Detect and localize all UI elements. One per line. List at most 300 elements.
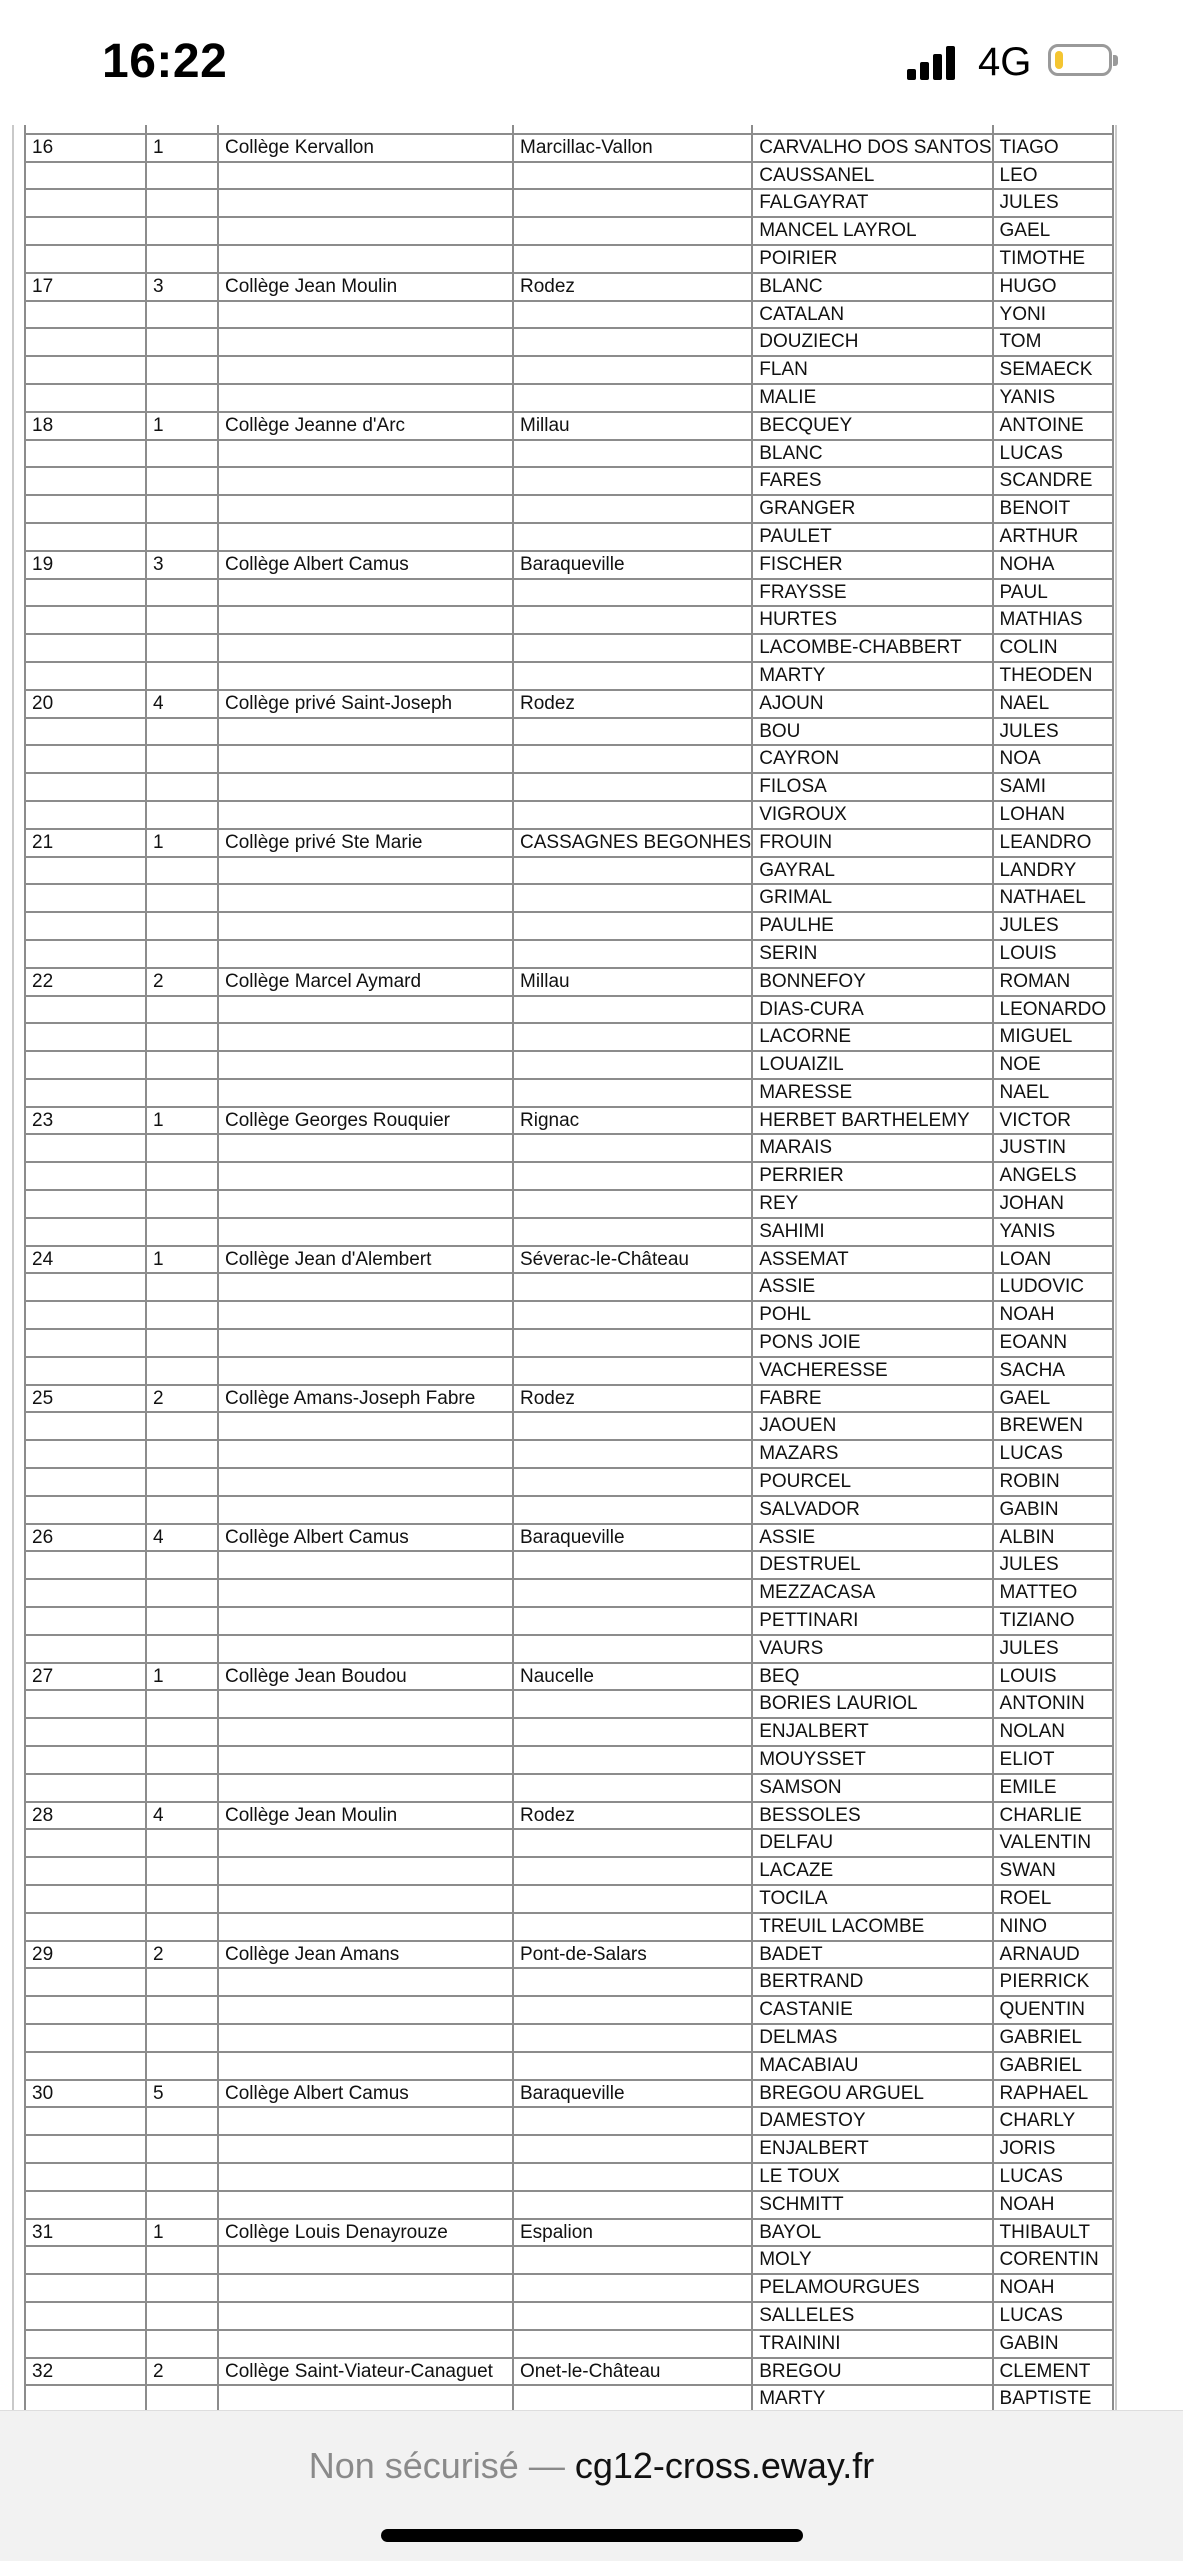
lastname-cell: POURCEL [752, 1468, 992, 1496]
firstname-cell: LOAN [993, 1246, 1113, 1274]
rank-cell [146, 2107, 218, 2135]
table-row [25, 718, 1113, 746]
table-row [25, 1162, 1113, 1190]
lastname-cell: REY [752, 1190, 992, 1218]
team-number-cell: 32 [25, 2358, 146, 2386]
firstname-cell: CHARLIE [993, 1802, 1113, 1830]
rank-cell: 1 [146, 1663, 218, 1691]
table-row [25, 2385, 1113, 2413]
rank-cell [146, 773, 218, 801]
table-row [25, 2302, 1113, 2330]
college-cell [218, 1218, 513, 1246]
table-row [25, 1551, 1113, 1579]
college-cell [218, 2135, 513, 2163]
team-number-cell [25, 940, 146, 968]
team-number-cell: 17 [25, 273, 146, 301]
city-cell [513, 801, 752, 829]
firstname-cell: GABIN [993, 2330, 1113, 2358]
rank-cell [146, 356, 218, 384]
city-cell [513, 1496, 752, 1524]
team-number-cell [25, 1468, 146, 1496]
lastname-cell: BADET [752, 1941, 992, 1969]
college-cell [218, 1329, 513, 1357]
college-cell [218, 1607, 513, 1635]
rank-cell [146, 495, 218, 523]
college-cell: Collège Jean d'Alembert [218, 1246, 513, 1274]
team-number-cell [25, 1496, 146, 1524]
firstname-cell: CLEMENT [993, 2358, 1113, 2386]
rank-cell [146, 301, 218, 329]
college-cell [218, 745, 513, 773]
rank-cell: 2 [146, 1385, 218, 1413]
city-cell [513, 1162, 752, 1190]
college-cell [218, 356, 513, 384]
college-cell [218, 1829, 513, 1857]
table-row [25, 384, 1113, 412]
city-cell [513, 1190, 752, 1218]
city-cell [513, 2024, 752, 2052]
team-number-cell [25, 884, 146, 912]
team-number-cell [25, 1329, 146, 1357]
college-cell [218, 579, 513, 607]
results-page[interactable] [0, 125, 1183, 2410]
table-row [25, 245, 1113, 273]
team-number-cell [25, 1218, 146, 1246]
rank-cell [146, 1134, 218, 1162]
table-row [25, 912, 1113, 940]
college-cell [218, 2385, 513, 2413]
lastname-cell: BAYOL [752, 2219, 992, 2247]
college-cell [218, 1468, 513, 1496]
college-cell [218, 912, 513, 940]
college-cell: Collège Marcel Aymard [218, 968, 513, 996]
lastname-cell: LACOMBE-CHABBERT [752, 634, 992, 662]
table-row [25, 1496, 1113, 1524]
college-cell [218, 495, 513, 523]
college-cell [218, 718, 513, 746]
college-cell [218, 1774, 513, 1802]
team-number-cell [25, 2385, 146, 2413]
table-row [25, 162, 1113, 190]
college-cell [218, 1968, 513, 1996]
college-cell [218, 857, 513, 885]
rank-cell [146, 1412, 218, 1440]
table-row [25, 1774, 1113, 1802]
rank-cell [146, 1440, 218, 1468]
city-cell [513, 884, 752, 912]
college-cell [218, 2330, 513, 2358]
lastname-cell: ASSIE [752, 1273, 992, 1301]
firstname-cell: NAEL [993, 1079, 1113, 1107]
team-number-cell [25, 2135, 146, 2163]
table-row [25, 996, 1113, 1024]
college-cell [218, 301, 513, 329]
rank-cell: 2 [146, 2358, 218, 2386]
city-cell [513, 940, 752, 968]
rank-cell [146, 467, 218, 495]
table-row [25, 1718, 1113, 1746]
city-cell: Rodez [513, 690, 752, 718]
firstname-cell: LANDRY [993, 857, 1113, 885]
rank-cell [146, 857, 218, 885]
city-cell [513, 2302, 752, 2330]
team-number-cell [25, 523, 146, 551]
rank-cell [146, 1218, 218, 1246]
city-cell [513, 1079, 752, 1107]
rank-cell: 1 [146, 412, 218, 440]
team-number-cell [25, 718, 146, 746]
city-cell [513, 1357, 752, 1385]
rank-cell [146, 884, 218, 912]
rank-cell: 1 [146, 134, 218, 162]
rank-cell [146, 1023, 218, 1051]
firstname-cell: ANTOINE [993, 412, 1113, 440]
firstname-cell: LUCAS [993, 440, 1113, 468]
rank-cell [146, 2052, 218, 2080]
table-row [25, 1857, 1113, 1885]
team-number-cell [25, 1607, 146, 1635]
team-number-cell: 30 [25, 2080, 146, 2108]
city-cell: CASSAGNES BEGONHES [513, 829, 752, 857]
table-row [25, 134, 1113, 162]
lastname-cell: POIRIER [752, 245, 992, 273]
firstname-cell: VICTOR [993, 1107, 1113, 1135]
lastname-cell: DAMESTOY [752, 2107, 992, 2135]
team-number-cell [25, 1051, 146, 1079]
city-cell [513, 523, 752, 551]
rank-cell: 3 [146, 273, 218, 301]
rank-cell: 1 [146, 1107, 218, 1135]
team-number-cell [25, 1579, 146, 1607]
rank-cell: 3 [146, 551, 218, 579]
rank-cell [146, 1829, 218, 1857]
city-cell [513, 495, 752, 523]
lastname-cell: BLANC [752, 273, 992, 301]
team-number-cell [25, 1718, 146, 1746]
table-row [25, 968, 1113, 996]
city-cell: Rodez [513, 273, 752, 301]
team-number-cell [25, 2302, 146, 2330]
team-number-cell [25, 1357, 146, 1385]
city-cell [513, 1913, 752, 1941]
college-cell [218, 606, 513, 634]
table-row [25, 1246, 1113, 1274]
rank-cell [146, 912, 218, 940]
college-cell [218, 1051, 513, 1079]
team-number-cell [25, 1913, 146, 1941]
city-cell: Marcillac-Vallon [513, 134, 752, 162]
table-row [25, 1412, 1113, 1440]
team-number-cell [25, 1774, 146, 1802]
table-row [25, 1134, 1113, 1162]
table-row [25, 1663, 1113, 1691]
team-number-cell [25, 384, 146, 412]
team-number-cell [25, 1690, 146, 1718]
table-row [25, 801, 1113, 829]
firstname-cell: GAEL [993, 217, 1113, 245]
rank-cell [146, 245, 218, 273]
rank-cell [146, 2330, 218, 2358]
college-cell: Collège Jean Amans [218, 1941, 513, 1969]
team-number-cell [25, 301, 146, 329]
firstname-cell: LOUIS [993, 1663, 1113, 1691]
city-cell [513, 440, 752, 468]
team-number-cell [25, 189, 146, 217]
college-cell [218, 1746, 513, 1774]
rank-cell [146, 1079, 218, 1107]
firstname-cell: ELIOT [993, 1746, 1113, 1774]
college-cell [218, 1690, 513, 1718]
college-cell: Collège Kervallon [218, 134, 513, 162]
team-number-cell [25, 1079, 146, 1107]
firstname-cell: BREWEN [993, 1412, 1113, 1440]
lastname-cell: PAULHE [752, 912, 992, 940]
college-cell: Collège Jean Moulin [218, 273, 513, 301]
college-cell: Collège privé Ste Marie [218, 829, 513, 857]
table-row [25, 2330, 1113, 2358]
team-number-cell [25, 1190, 146, 1218]
lastname-cell: BERTRAND [752, 1968, 992, 1996]
city-cell: Rignac [513, 1107, 752, 1135]
team-number-cell [25, 356, 146, 384]
city-cell [513, 718, 752, 746]
firstname-cell: SAMI [993, 773, 1113, 801]
firstname-cell: LEANDRO [993, 829, 1113, 857]
firstname-cell: ALBIN [993, 1524, 1113, 1552]
table-row [25, 1690, 1113, 1718]
city-cell [513, 301, 752, 329]
lastname-cell: CASTANIE [752, 1996, 992, 2024]
firstname-cell: NOAH [993, 2274, 1113, 2302]
college-cell [218, 996, 513, 1024]
firstname-cell: CHARLY [993, 2107, 1113, 2135]
city-cell: Baraqueville [513, 551, 752, 579]
team-number-cell [25, 1885, 146, 1913]
city-cell [513, 1996, 752, 2024]
table-row [25, 1941, 1113, 1969]
college-cell [218, 1301, 513, 1329]
college-cell [218, 2163, 513, 2191]
rank-cell [146, 634, 218, 662]
table-row [25, 440, 1113, 468]
lastname-cell: MOLY [752, 2246, 992, 2274]
table-row [25, 1802, 1113, 1830]
lastname-cell: BESSOLES [752, 1802, 992, 1830]
table-row [25, 1829, 1113, 1857]
table-row [25, 1385, 1113, 1413]
browser-address-bar[interactable] [0, 2410, 1183, 2561]
firstname-cell: NAEL [993, 690, 1113, 718]
rank-cell [146, 440, 218, 468]
lastname-cell: ASSEMAT [752, 1246, 992, 1274]
firstname-cell: EOANN [993, 1329, 1113, 1357]
firstname-cell: JUSTIN [993, 1134, 1113, 1162]
city-cell [513, 2107, 752, 2135]
lastname-cell: SALVADOR [752, 1496, 992, 1524]
rank-cell [146, 2163, 218, 2191]
college-cell [218, 1412, 513, 1440]
table-row [25, 857, 1113, 885]
city-cell [513, 467, 752, 495]
city-cell [513, 189, 752, 217]
college-cell [218, 440, 513, 468]
firstname-cell: MIGUEL [993, 1023, 1113, 1051]
college-cell [218, 2107, 513, 2135]
team-number-cell: 21 [25, 829, 146, 857]
lastname-cell: CAYRON [752, 745, 992, 773]
college-cell: Collège Albert Camus [218, 551, 513, 579]
table-row [25, 495, 1113, 523]
firstname-cell: JULES [993, 718, 1113, 746]
city-cell: Millau [513, 412, 752, 440]
team-number-cell: 23 [25, 1107, 146, 1135]
rank-cell [146, 217, 218, 245]
city-cell [513, 384, 752, 412]
city-cell [513, 1023, 752, 1051]
lastname-cell: MAZARS [752, 1440, 992, 1468]
firstname-cell: SACHA [993, 1357, 1113, 1385]
college-cell: Collège Georges Rouquier [218, 1107, 513, 1135]
firstname-cell: CORENTIN [993, 2246, 1113, 2274]
team-number-cell [25, 467, 146, 495]
status-bar [0, 0, 1183, 125]
lastname-cell: GRANGER [752, 495, 992, 523]
firstname-cell: ROMAN [993, 968, 1113, 996]
team-number-cell [25, 2191, 146, 2219]
college-cell [218, 1635, 513, 1663]
lastname-cell: MARESSE [752, 1079, 992, 1107]
firstname-cell: TIAGO [993, 134, 1113, 162]
lastname-cell: LACORNE [752, 1023, 992, 1051]
rank-cell: 4 [146, 1524, 218, 1552]
lastname-cell: FROUIN [752, 829, 992, 857]
table-row [25, 1023, 1113, 1051]
city-cell [513, 1774, 752, 1802]
city-cell [513, 2135, 752, 2163]
city-cell [513, 912, 752, 940]
lastname-cell: TREUIL LACOMBE [752, 1913, 992, 1941]
lastname-cell: BONNEFOY [752, 968, 992, 996]
lastname-cell: BLANC [752, 440, 992, 468]
college-cell [218, 1190, 513, 1218]
table-row [25, 1190, 1113, 1218]
firstname-cell: ROBIN [993, 1468, 1113, 1496]
rank-cell [146, 801, 218, 829]
team-number-cell: 19 [25, 551, 146, 579]
team-number-cell [25, 1551, 146, 1579]
lastname-cell: ENJALBERT [752, 1718, 992, 1746]
team-number-cell: 16 [25, 134, 146, 162]
college-cell [218, 1134, 513, 1162]
rank-cell [146, 2024, 218, 2052]
table-row [25, 690, 1113, 718]
url-label[interactable] [0, 2445, 1183, 2487]
college-cell: Collège Jean Boudou [218, 1663, 513, 1691]
city-cell: Millau [513, 968, 752, 996]
table-row [25, 2135, 1113, 2163]
table-row [25, 940, 1113, 968]
team-number-cell [25, 857, 146, 885]
rank-cell [146, 2385, 218, 2413]
college-cell [218, 634, 513, 662]
college-cell [218, 1857, 513, 1885]
lastname-cell: SERIN [752, 940, 992, 968]
firstname-cell: THIBAULT [993, 2219, 1113, 2247]
lastname-cell: TRAININI [752, 2330, 992, 2358]
firstname-cell: LOUIS [993, 940, 1113, 968]
city-cell [513, 606, 752, 634]
rank-cell [146, 1301, 218, 1329]
rank-cell [146, 2135, 218, 2163]
lastname-cell: CARVALHO DOS SANTOS [752, 134, 992, 162]
firstname-cell: JULES [993, 912, 1113, 940]
firstname-cell: LUCAS [993, 2302, 1113, 2330]
city-cell: Onet-le-Château [513, 2358, 752, 2386]
college-cell [218, 162, 513, 190]
firstname-cell: NOAH [993, 2191, 1113, 2219]
lastname-cell: BEQ [752, 1663, 992, 1691]
team-number-cell: 20 [25, 690, 146, 718]
lastname-cell: DOUZIECH [752, 328, 992, 356]
battery-icon [1048, 44, 1112, 76]
firstname-cell: NOHA [993, 551, 1113, 579]
home-indicator[interactable] [381, 2529, 803, 2542]
team-number-cell [25, 2024, 146, 2052]
rank-cell [146, 1996, 218, 2024]
city-cell [513, 2052, 752, 2080]
team-number-cell [25, 495, 146, 523]
rank-cell [146, 2274, 218, 2302]
table-row [25, 2052, 1113, 2080]
firstname-cell: NOLAN [993, 1718, 1113, 1746]
lastname-cell: GRIMAL [752, 884, 992, 912]
rank-cell [146, 1190, 218, 1218]
table-row [25, 2274, 1113, 2302]
firstname-cell: ANGELS [993, 1162, 1113, 1190]
team-number-cell [25, 440, 146, 468]
firstname-cell: GABRIEL [993, 2052, 1113, 2080]
college-cell [218, 523, 513, 551]
rank-cell [146, 1468, 218, 1496]
rank-cell [146, 1051, 218, 1079]
city-cell [513, 1273, 752, 1301]
team-number-cell [25, 662, 146, 690]
firstname-cell: NOAH [993, 1301, 1113, 1329]
firstname-cell: ARNAUD [993, 1941, 1113, 1969]
city-cell [513, 1885, 752, 1913]
rank-cell [146, 579, 218, 607]
city-cell [513, 217, 752, 245]
city-cell [513, 1579, 752, 1607]
lastname-cell: SALLELES [752, 2302, 992, 2330]
table-row [25, 1468, 1113, 1496]
firstname-cell: JULES [993, 1635, 1113, 1663]
city-cell [513, 356, 752, 384]
college-cell [218, 773, 513, 801]
network-type: 4G [978, 40, 1032, 84]
rank-cell [146, 384, 218, 412]
college-cell [218, 1162, 513, 1190]
lastname-cell: HERBET BARTHELEMY [752, 1107, 992, 1135]
city-cell [513, 1301, 752, 1329]
city-cell [513, 1468, 752, 1496]
lastname-cell: POHL [752, 1301, 992, 1329]
city-cell: Baraqueville [513, 1524, 752, 1552]
table-row [25, 301, 1113, 329]
lastname-cell: BREGOU [752, 2358, 992, 2386]
city-cell [513, 857, 752, 885]
team-number-cell [25, 745, 146, 773]
